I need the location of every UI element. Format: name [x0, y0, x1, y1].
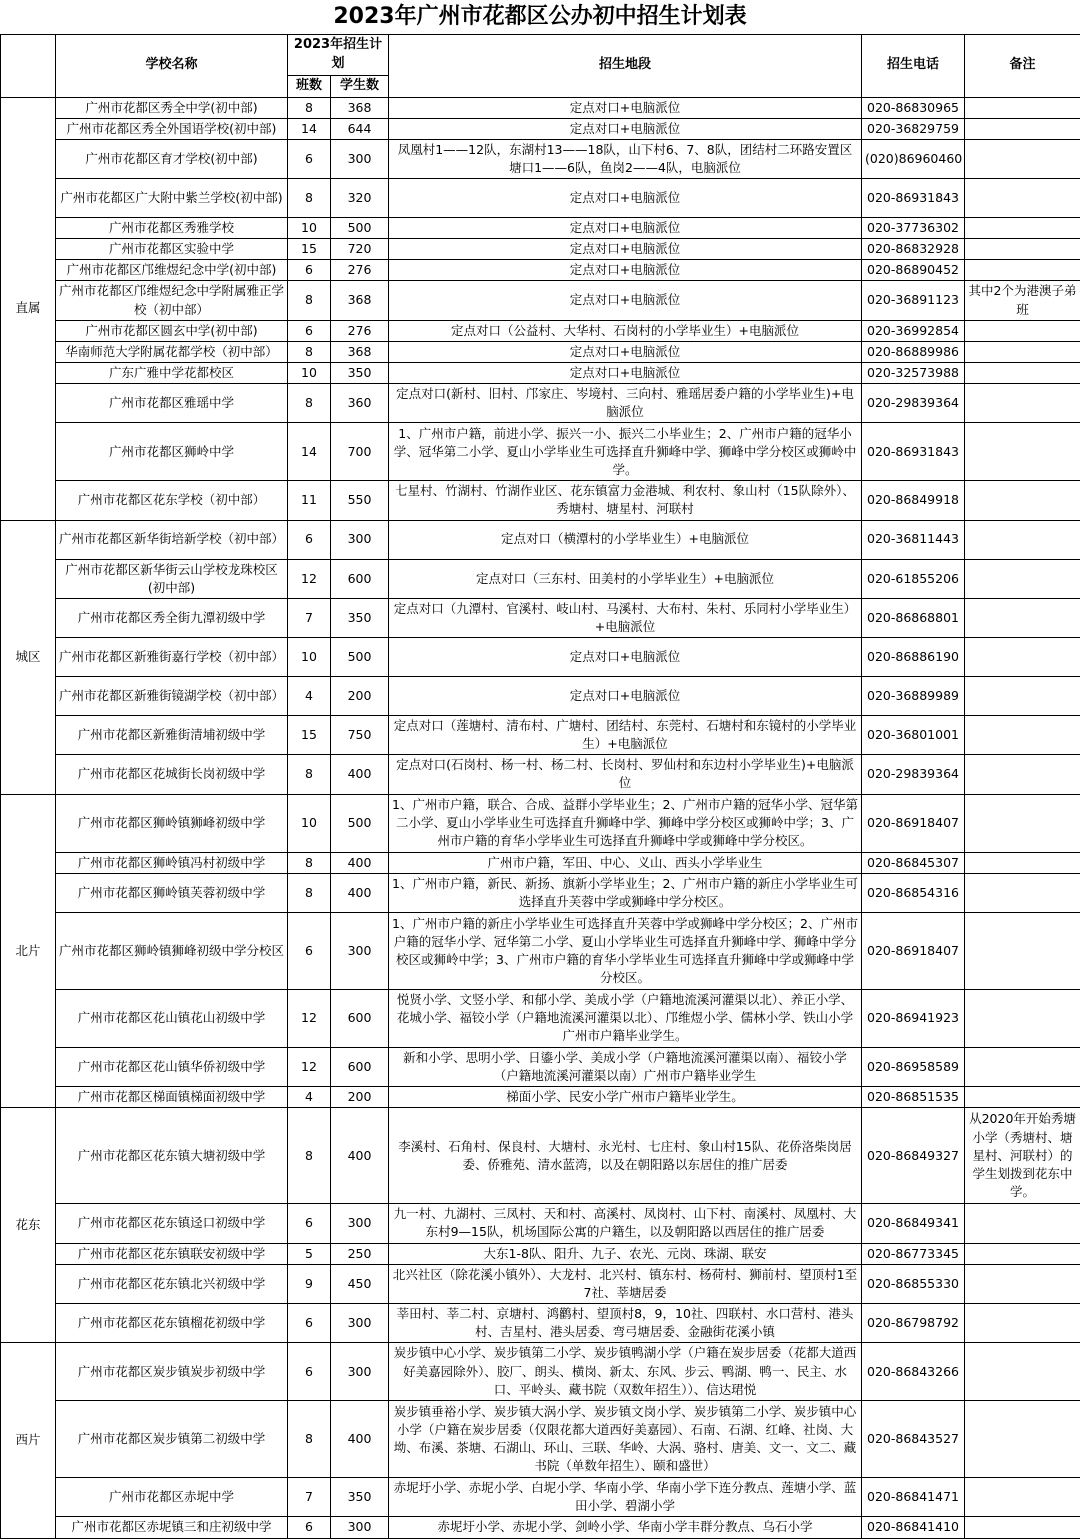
school-name-cell: 广州市花都区秀全中学(初中部) — [56, 97, 288, 118]
classes-cell: 8 — [288, 852, 331, 873]
table-row — [1, 1478, 1080, 1517]
zone-cell: 定点对口+电脑派位 — [389, 97, 862, 118]
area-cell: 城区 — [1, 520, 56, 794]
zone-cell: 梯面小学、民安小学广州市户籍毕业学生。 — [389, 1087, 862, 1108]
school-name-cell: 广州市花都区实验中学 — [56, 239, 288, 260]
phone-cell: 020-86931843 — [862, 423, 965, 481]
school-name-cell: 广州市花都区邝维煜纪念中学(初中部) — [56, 260, 288, 281]
zone-cell: 定点对口+电脑派位 — [389, 118, 862, 139]
students-cell: 276 — [331, 320, 389, 341]
classes-cell: 5 — [288, 1243, 331, 1264]
school-name-cell: 广州市花都区花城街长岗初级中学 — [56, 755, 288, 794]
students-cell: 350 — [331, 598, 389, 637]
note-cell — [965, 1047, 1080, 1086]
students-cell: 300 — [331, 139, 389, 178]
school-name-cell: 广州市花都区狮岭中学 — [56, 423, 288, 481]
zone-cell: 定点对口（九潭村、官溪村、岐山村、马溪村、大布村、朱村、乐同村小学毕业生）+电脑派位 — [389, 598, 862, 637]
phone-cell: 020-36891123 — [862, 281, 965, 320]
students-cell: 700 — [331, 423, 389, 481]
note-cell — [965, 794, 1080, 852]
note-cell — [965, 384, 1080, 423]
students-cell: 400 — [331, 873, 389, 912]
note-cell — [965, 118, 1080, 139]
note-cell — [965, 423, 1080, 481]
zone-cell: 定点对口（三东村、田美村的小学毕业生）+电脑派位 — [389, 559, 862, 598]
classes-cell: 14 — [288, 118, 331, 139]
note-cell — [965, 1478, 1080, 1517]
zone-cell: 1、广州市户籍，新民、新扬、旗新小学毕业生；2、广州市户籍的新庄小学毕业生可选择直升芙蓉中学或狮峰中学分校区。 — [389, 873, 862, 912]
students-cell: 200 — [331, 1087, 389, 1108]
students-cell: 550 — [331, 481, 389, 520]
table-row — [1, 118, 1080, 139]
zone-cell: 定点对口（莲塘村、清布村、广塘村、团结村、东莞村、石塘村和东镜村的小学毕业生）+电脑派位 — [389, 716, 862, 755]
students-cell: 200 — [331, 677, 389, 716]
phone-cell: 020-36889989 — [862, 677, 965, 716]
page-title: 2023年广州市花都区公办初中招生计划表 — [0, 0, 1080, 34]
classes-cell: 8 — [288, 1108, 331, 1204]
note-cell — [965, 218, 1080, 239]
classes-cell: 8 — [288, 179, 331, 218]
note-cell — [965, 1343, 1080, 1401]
school-name-cell: 广州市花都区雅瑶中学 — [56, 384, 288, 423]
phone-cell: 020-86832928 — [862, 239, 965, 260]
zone-cell: 赤坭圩小学、赤坭小学、剑岭小学、华南小学丰群分教点、乌石小学 — [389, 1517, 862, 1538]
header-note: 备注 — [965, 35, 1080, 98]
phone-cell: 020-86841410 — [862, 1517, 965, 1538]
classes-cell: 6 — [288, 1343, 331, 1401]
zone-cell: 1、广州市户籍的新庄小学毕业生可选择直升芙蓉中学或狮峰中学分校区；2、广州市户籍的冠华小学、冠华第二小学、夏山小学毕业生可选择直升狮峰中学、狮峰中学分校区或狮岭中学；3、广州市户籍的育华小学毕业生可选择直升狮峰中学或狮峰中学分校区。 — [389, 912, 862, 989]
students-cell: 400 — [331, 755, 389, 794]
classes-cell: 7 — [288, 598, 331, 637]
classes-cell: 15 — [288, 716, 331, 755]
school-name-cell: 广州市花都区炭步镇第二初级中学 — [56, 1401, 288, 1478]
classes-cell: 6 — [288, 260, 331, 281]
phone-cell: 020-29839364 — [862, 755, 965, 794]
zone-cell: 赤坭圩小学、赤坭小学、白坭小学、华南小学、华南小学下连分教点、莲塘小学、蓝田小学、碧湖小学 — [389, 1478, 862, 1517]
students-cell: 400 — [331, 852, 389, 873]
students-cell: 500 — [331, 218, 389, 239]
header-zone: 招生地段 — [389, 35, 862, 98]
table-row — [1, 97, 1080, 118]
table-row — [1, 260, 1080, 281]
note-cell — [965, 873, 1080, 912]
note-cell — [965, 520, 1080, 559]
zone-cell: 七星村、竹湖村、竹湖作业区、花东镇富力金港城、利农村、象山村（15队除外）、秀塘村、塘星村、河联村 — [389, 481, 862, 520]
note-cell — [965, 1401, 1080, 1478]
students-cell: 750 — [331, 716, 389, 755]
zone-cell: 定点对口+电脑派位 — [389, 260, 862, 281]
zone-cell: 九一村、九湖村、三凤村、天和村、高溪村、凤岗村、山下村、南溪村、凤凰村、大东村9—15队，机场国际公寓的户籍生，以及朝阳路以西居住的推广居委 — [389, 1204, 862, 1243]
classes-cell: 10 — [288, 218, 331, 239]
phone-cell: 020-86849327 — [862, 1108, 965, 1204]
header-school: 学校名称 — [56, 35, 288, 98]
note-cell — [965, 239, 1080, 260]
table-row — [1, 481, 1080, 520]
zone-cell: 定点对口(石岗村、杨一村、杨二村、长岗村、罗仙村和东边村小学毕业生)+电脑派位 — [389, 755, 862, 794]
school-name-cell: 广州市花都区花山镇华侨初级中学 — [56, 1047, 288, 1086]
table-row — [1, 677, 1080, 716]
table-row — [1, 598, 1080, 637]
school-name-cell: 广州市花都区炭步镇炭步初级中学 — [56, 1343, 288, 1401]
area-cell: 西片 — [1, 1343, 56, 1538]
zone-cell: 定点对口+电脑派位 — [389, 341, 862, 362]
note-cell: 其中2个为港澳子弟班 — [965, 281, 1080, 320]
zone-cell: 广州市户籍，军田、中心、义山、西头小学毕业生 — [389, 852, 862, 873]
table-row — [1, 1204, 1080, 1243]
phone-cell: 020-86843266 — [862, 1343, 965, 1401]
area-cell: 直属 — [1, 97, 56, 520]
header-area — [1, 35, 56, 98]
school-name-cell: 广州市花都区广大附中紫兰学校(初中部) — [56, 179, 288, 218]
school-name-cell: 广州市花都区花东镇北兴初级中学 — [56, 1264, 288, 1303]
table-row — [1, 218, 1080, 239]
classes-cell: 4 — [288, 677, 331, 716]
classes-cell: 9 — [288, 1264, 331, 1303]
phone-cell: 020-86868801 — [862, 598, 965, 637]
area-cell: 花东 — [1, 1108, 56, 1343]
table-row — [1, 139, 1080, 178]
school-name-cell: 广州市花都区新雅街镜湖学校（初中部） — [56, 677, 288, 716]
phone-cell: 020-86798792 — [862, 1303, 965, 1342]
phone-cell: 020-36992854 — [862, 320, 965, 341]
classes-cell: 12 — [288, 989, 331, 1047]
students-cell: 300 — [331, 520, 389, 559]
table-row — [1, 559, 1080, 598]
header-classes: 班数 — [288, 75, 331, 97]
zone-cell: 莘田村、莘二村、京塘村、鸿鹳村、望顶村8，9，10社、四联村、水口营村、港头村、吉星村、港头居委、弯弓塘居委、金融街花溪小镇 — [389, 1303, 862, 1342]
phone-cell: 020-86931843 — [862, 179, 965, 218]
students-cell: 600 — [331, 989, 389, 1047]
students-cell: 300 — [331, 1303, 389, 1342]
school-name-cell: 广州市花都区花东镇大塘初级中学 — [56, 1108, 288, 1204]
classes-cell: 8 — [288, 755, 331, 794]
phone-cell: 020-86830965 — [862, 97, 965, 118]
school-name-cell: 广州市花都区育才学校(初中部) — [56, 139, 288, 178]
school-name-cell: 广州市花都区花东镇联安初级中学 — [56, 1243, 288, 1264]
classes-cell: 11 — [288, 481, 331, 520]
table-row — [1, 423, 1080, 481]
table-row — [1, 1343, 1080, 1401]
school-name-cell: 广东广雅中学花都校区 — [56, 362, 288, 383]
table-body — [1, 97, 1080, 1538]
note-cell — [965, 260, 1080, 281]
zone-cell: 定点对口(新村、旧村、邝家庄、岑境村、三向村、雅瑶居委户籍的小学毕业生)+电脑派位 — [389, 384, 862, 423]
students-cell: 500 — [331, 638, 389, 677]
classes-cell: 8 — [288, 341, 331, 362]
note-cell — [965, 362, 1080, 383]
school-name-cell: 广州市花都区梯面镇梯面初级中学 — [56, 1087, 288, 1108]
classes-cell: 12 — [288, 559, 331, 598]
classes-cell: 8 — [288, 873, 331, 912]
table-row — [1, 239, 1080, 260]
table-row — [1, 384, 1080, 423]
phone-cell: 020-86889986 — [862, 341, 965, 362]
school-name-cell: 广州市花都区花山镇花山初级中学 — [56, 989, 288, 1047]
table-row — [1, 341, 1080, 362]
students-cell: 368 — [331, 341, 389, 362]
school-name-cell: 华南师范大学附属花都学校（初中部） — [56, 341, 288, 362]
table-row — [1, 716, 1080, 755]
zone-cell: 定点对口+电脑派位 — [389, 218, 862, 239]
table-row — [1, 755, 1080, 794]
students-cell: 300 — [331, 1343, 389, 1401]
school-name-cell: 广州市花都区狮岭镇狮峰初级中学分校区 — [56, 912, 288, 989]
table-row — [1, 794, 1080, 852]
zone-cell: 大东1-8队、阳升、九子、农光、元岗、珠湖、联安 — [389, 1243, 862, 1264]
note-cell — [965, 755, 1080, 794]
school-name-cell: 广州市花都区圆玄中学(初中部) — [56, 320, 288, 341]
table-row — [1, 912, 1080, 989]
phone-cell: 020-86958589 — [862, 1047, 965, 1086]
school-name-cell: 广州市花都区赤坭中学 — [56, 1478, 288, 1517]
table-row — [1, 873, 1080, 912]
note-cell — [965, 341, 1080, 362]
school-name-cell: 广州市花都区狮岭镇狮峰初级中学 — [56, 794, 288, 852]
phone-cell: 020-86851535 — [862, 1087, 965, 1108]
students-cell: 350 — [331, 362, 389, 383]
header-plan: 2023年招生计划 — [288, 35, 389, 76]
table-row — [1, 1108, 1080, 1204]
students-cell: 300 — [331, 1517, 389, 1538]
zone-cell: 定点对口（公益村、大华村、石岗村的小学毕业生）+电脑派位 — [389, 320, 862, 341]
classes-cell: 8 — [288, 97, 331, 118]
phone-cell: 020-86845307 — [862, 852, 965, 873]
phone-cell: 020-37736302 — [862, 218, 965, 239]
classes-cell: 8 — [288, 1401, 331, 1478]
phone-cell: 020-86854316 — [862, 873, 965, 912]
phone-cell: 020-86918407 — [862, 794, 965, 852]
phone-cell: 020-86886190 — [862, 638, 965, 677]
header-students: 学生数 — [331, 75, 389, 97]
note-cell — [965, 481, 1080, 520]
students-cell: 300 — [331, 1204, 389, 1243]
phone-cell: (020)86960460 — [862, 139, 965, 178]
table-row — [1, 179, 1080, 218]
classes-cell: 10 — [288, 794, 331, 852]
classes-cell: 15 — [288, 239, 331, 260]
phone-cell: 020-86849341 — [862, 1204, 965, 1243]
note-cell — [965, 716, 1080, 755]
note-cell — [965, 320, 1080, 341]
enrollment-table — [0, 34, 1080, 1539]
students-cell: 300 — [331, 912, 389, 989]
students-cell: 600 — [331, 559, 389, 598]
note-cell — [965, 1243, 1080, 1264]
students-cell: 720 — [331, 239, 389, 260]
classes-cell: 6 — [288, 912, 331, 989]
zone-cell: 1、广州市户籍，前进小学、振兴一小、振兴二小毕业生；2、广州市户籍的冠华小学、冠华第二小学、夏山小学毕业生可选择直升狮峰中学、狮峰中学分校区或狮岭中学。 — [389, 423, 862, 481]
students-cell: 368 — [331, 281, 389, 320]
table-row — [1, 638, 1080, 677]
school-name-cell: 广州市花都区新雅街清埔初级中学 — [56, 716, 288, 755]
classes-cell: 6 — [288, 1303, 331, 1342]
zone-cell: 1、广州市户籍，联合、合成、益群小学毕业生；2、广州市户籍的冠华小学、冠华第二小学、夏山小学毕业生可选择直升狮峰中学、狮峰中学分校区或狮岭中学；3、广州市户籍的育华小学毕业生可选择直升狮峰中学或狮峰中学分校区。 — [389, 794, 862, 852]
phone-cell: 020-29839364 — [862, 384, 965, 423]
zone-cell: 新和小学、思明小学、日鎏小学、美成小学（户籍地流溪河灌渠以南）、福铰小学（户籍地流溪河灌渠以南）广州市户籍毕业学生 — [389, 1047, 862, 1086]
phone-cell: 020-36829759 — [862, 118, 965, 139]
zone-cell: 炭步镇中心小学、炭步镇第二小学、炭步镇鸭湖小学（户籍在炭步居委（花都大道西好美嘉园除外）、胶厂、朗头、横岗、新太、东风、步云、鸭湖、鸭一、民主、水口、平岭头、藏书院（双数年招生））、信达珺悦 — [389, 1343, 862, 1401]
school-name-cell: 广州市花都区新华街云山学校龙珠校区(初中部) — [56, 559, 288, 598]
zone-cell: 定点对口+电脑派位 — [389, 638, 862, 677]
classes-cell: 10 — [288, 362, 331, 383]
school-name-cell: 广州市花都区邝维煜纪念中学附属雅正学校（初中部） — [56, 281, 288, 320]
table-row — [1, 1047, 1080, 1086]
table-row — [1, 1401, 1080, 1478]
note-cell — [965, 1087, 1080, 1108]
school-name-cell: 广州市花都区赤坭镇三和庄初级中学 — [56, 1517, 288, 1538]
phone-cell: 020-86918407 — [862, 912, 965, 989]
school-name-cell: 广州市花都区秀全外国语学校(初中部) — [56, 118, 288, 139]
students-cell: 360 — [331, 384, 389, 423]
note-cell — [965, 598, 1080, 637]
zone-cell: 定点对口+电脑派位 — [389, 239, 862, 260]
note-cell — [965, 912, 1080, 989]
classes-cell: 7 — [288, 1478, 331, 1517]
classes-cell: 6 — [288, 1204, 331, 1243]
note-cell — [965, 677, 1080, 716]
phone-cell: 020-86890452 — [862, 260, 965, 281]
note-cell — [965, 179, 1080, 218]
zone-cell: 定点对口+电脑派位 — [389, 677, 862, 716]
zone-cell: 凤凰村1——12队，东湖村13——18队，山下村6、7、8队，团结村二环路安置区塘口1——6队，鱼岗2——4队，电脑派位 — [389, 139, 862, 178]
table-row — [1, 520, 1080, 559]
area-cell: 北片 — [1, 794, 56, 1108]
phone-cell: 020-86841471 — [862, 1478, 965, 1517]
school-name-cell: 广州市花都区新雅街嘉行学校（初中部） — [56, 638, 288, 677]
school-name-cell: 广州市花都区花东学校（初中部） — [56, 481, 288, 520]
students-cell: 400 — [331, 1401, 389, 1478]
students-cell: 320 — [331, 179, 389, 218]
phone-cell: 020-86941923 — [862, 989, 965, 1047]
classes-cell: 6 — [288, 1517, 331, 1538]
classes-cell: 4 — [288, 1087, 331, 1108]
note-cell — [965, 97, 1080, 118]
phone-cell: 020-86843527 — [862, 1401, 965, 1478]
table-row — [1, 362, 1080, 383]
classes-cell: 12 — [288, 1047, 331, 1086]
zone-cell: 炭步镇垂裕小学、炭步镇大涡小学、炭步镇文岗小学、炭步镇第二小学、炭步镇中心小学（户籍在炭步居委（仅限花都大道西好美嘉园）、石南、石湖、红峰、社岗、大坳、布溪、茶塘、石湖山、环山、三联、华岭、大涡、骆村、唐美、文一、文二、藏书院（单数年招生）、颐和盛世） — [389, 1401, 862, 1478]
students-cell: 368 — [331, 97, 389, 118]
classes-cell: 6 — [288, 139, 331, 178]
school-name-cell: 广州市花都区花东镇迳口初级中学 — [56, 1204, 288, 1243]
table-row — [1, 281, 1080, 320]
header-phone: 招生电话 — [862, 35, 965, 98]
students-cell: 450 — [331, 1264, 389, 1303]
school-name-cell: 广州市花都区秀全街九潭初级中学 — [56, 598, 288, 637]
school-name-cell: 广州市花都区秀雅学校 — [56, 218, 288, 239]
school-name-cell: 广州市花都区狮岭镇芙蓉初级中学 — [56, 873, 288, 912]
school-name-cell: 广州市花都区新华街培新学校（初中部） — [56, 520, 288, 559]
zone-cell: 定点对口（横潭村的小学毕业生）+电脑派位 — [389, 520, 862, 559]
phone-cell: 020-86849918 — [862, 481, 965, 520]
classes-cell: 10 — [288, 638, 331, 677]
note-cell — [965, 1517, 1080, 1538]
table-row — [1, 1303, 1080, 1342]
phone-cell: 020-86773345 — [862, 1243, 965, 1264]
school-name-cell: 广州市花都区狮岭镇冯村初级中学 — [56, 852, 288, 873]
table-row — [1, 1264, 1080, 1303]
students-cell: 276 — [331, 260, 389, 281]
note-cell — [965, 1264, 1080, 1303]
table-row — [1, 989, 1080, 1047]
note-cell — [965, 1204, 1080, 1243]
zone-cell: 定点对口+电脑派位 — [389, 362, 862, 383]
phone-cell: 020-86855330 — [862, 1264, 965, 1303]
table-row — [1, 1087, 1080, 1108]
students-cell: 500 — [331, 794, 389, 852]
note-cell — [965, 139, 1080, 178]
zone-cell: 悦贤小学、文竖小学、和郁小学、美成小学（户籍地流溪河灌渠以北）、养正小学、花城小学、福铰小学（户籍地流溪河灌渠以北）、邝维煜小学、儒林小学、铁山小学广州市户籍毕业学生。 — [389, 989, 862, 1047]
zone-cell: 北兴社区（除花溪小镇外）、大龙村、北兴村、镇东村、杨荷村、狮前村、望顶村1至7社、莘塘居委 — [389, 1264, 862, 1303]
zone-cell: 李溪村、石角村、保良村、大塘村、永光村、七庄村、象山村15队、花侨洛柴岗居委、侨雅苑、清水蓝湾，以及在朝阳路以东居住的推广居委 — [389, 1108, 862, 1204]
students-cell: 400 — [331, 1108, 389, 1204]
note-cell — [965, 852, 1080, 873]
note-cell — [965, 989, 1080, 1047]
note-cell — [965, 559, 1080, 598]
table-row — [1, 1517, 1080, 1538]
note-cell — [965, 1303, 1080, 1342]
students-cell: 350 — [331, 1478, 389, 1517]
school-name-cell: 广州市花都区花东镇榴花初级中学 — [56, 1303, 288, 1342]
classes-cell: 8 — [288, 384, 331, 423]
students-cell: 600 — [331, 1047, 389, 1086]
zone-cell: 定点对口+电脑派位 — [389, 281, 862, 320]
phone-cell: 020-61855206 — [862, 559, 965, 598]
students-cell: 250 — [331, 1243, 389, 1264]
zone-cell: 定点对口+电脑派位 — [389, 179, 862, 218]
classes-cell: 8 — [288, 281, 331, 320]
table-row — [1, 852, 1080, 873]
note-cell: 从2020年开始秀塘小学（秀塘村、塘星村、河联村）的学生划拨到花东中学。 — [965, 1108, 1080, 1204]
table-row — [1, 1243, 1080, 1264]
students-cell: 644 — [331, 118, 389, 139]
note-cell — [965, 638, 1080, 677]
phone-cell: 020-32573988 — [862, 362, 965, 383]
phone-cell: 020-36811443 — [862, 520, 965, 559]
phone-cell: 020-36801001 — [862, 716, 965, 755]
table-row — [1, 320, 1080, 341]
classes-cell: 6 — [288, 520, 331, 559]
classes-cell: 6 — [288, 320, 331, 341]
classes-cell: 14 — [288, 423, 331, 481]
